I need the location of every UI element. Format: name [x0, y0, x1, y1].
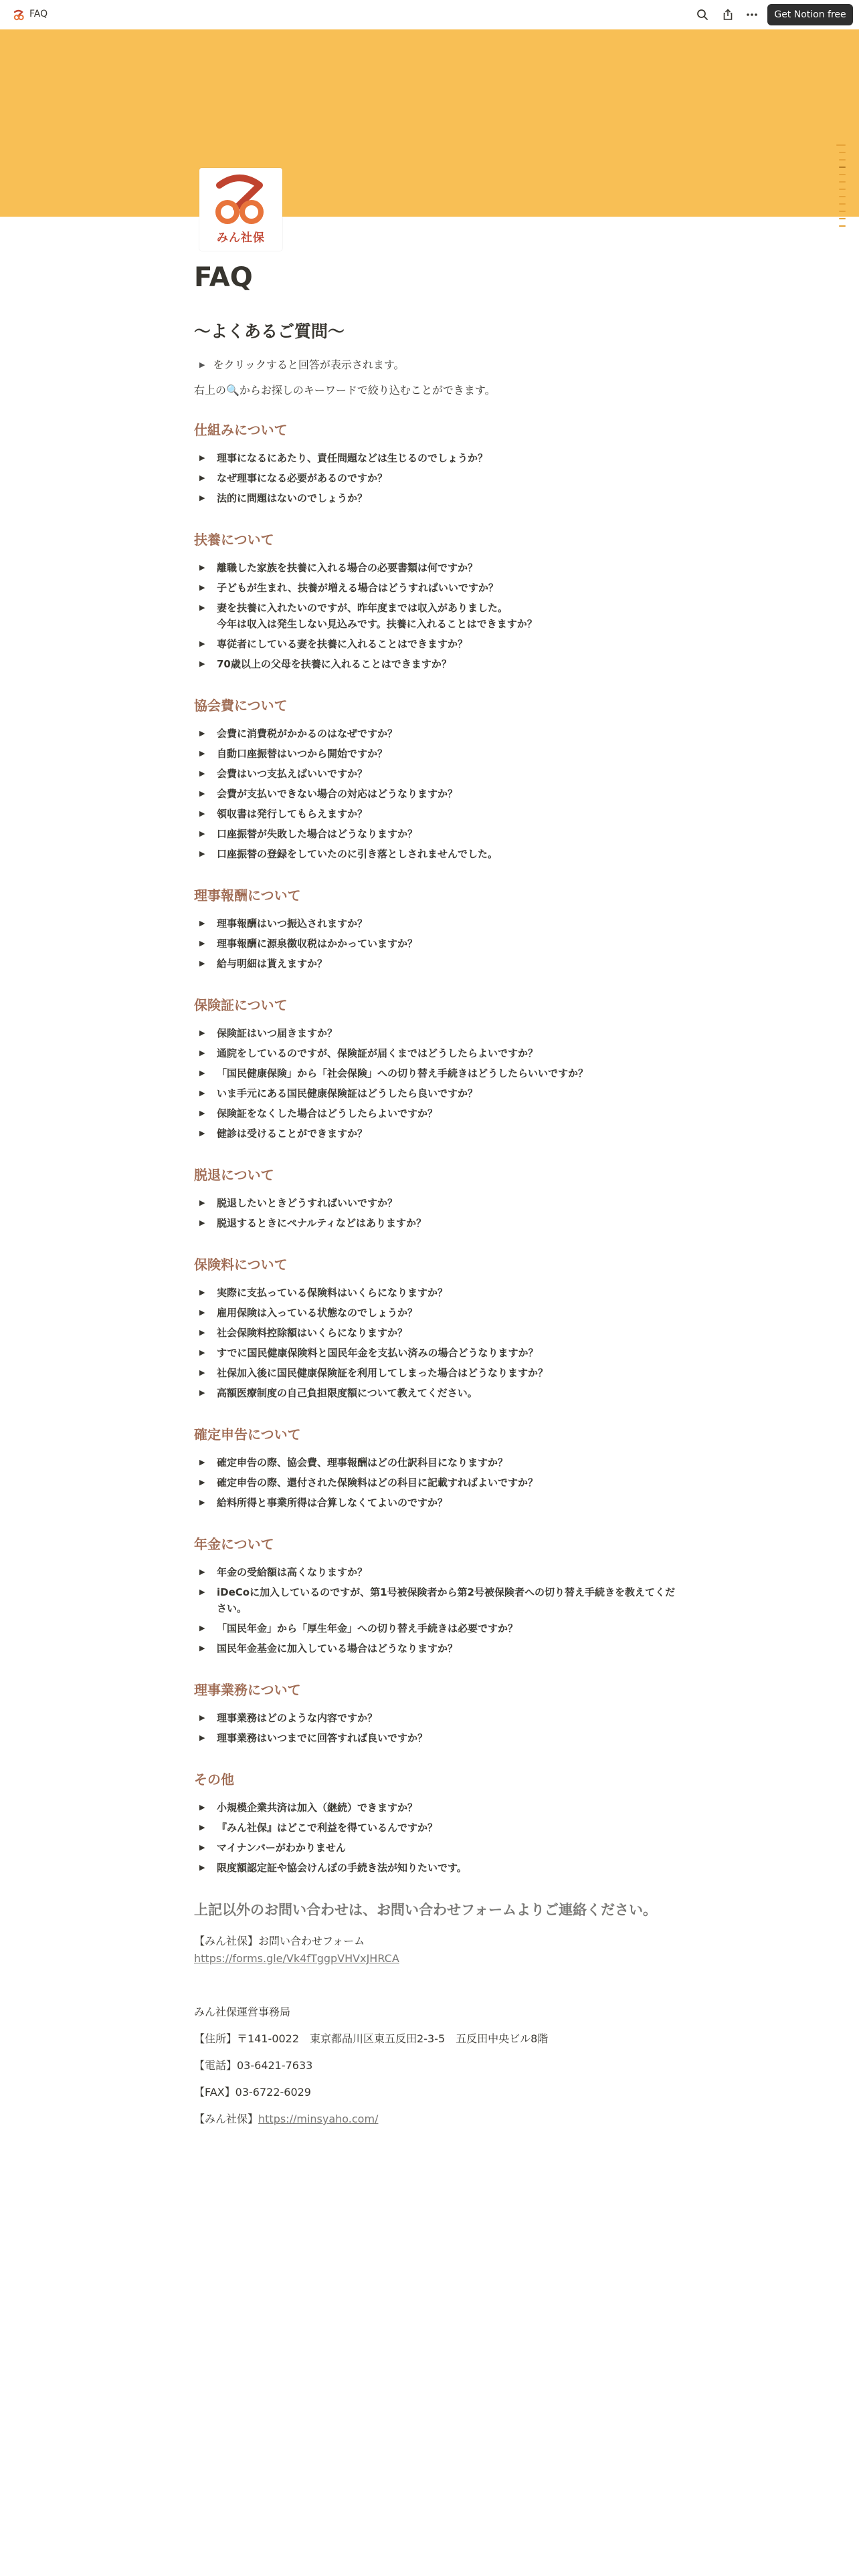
faq-toggle-item[interactable]: [194, 784, 676, 804]
search-note: 右上の🔍からお探しのキーワードで絞り込むことができます。: [194, 384, 496, 397]
faq-question: 脱退するときにペナルティなどはありますか？: [217, 1217, 427, 1229]
faq-toggle-item[interactable]: [194, 1582, 676, 1618]
faq-section: [194, 695, 676, 864]
faq-question: 限度額認定証や協会けんぽの手続き法が知りたいです。: [217, 1862, 467, 1874]
faq-question: 専従者にしている妻を扶養に入れることはできますか？: [217, 638, 468, 650]
hint-text: をクリックすると回答が表示されます。: [213, 358, 405, 371]
faq-section: [194, 1769, 676, 1878]
faq-heading: 〜よくあるご質問〜: [194, 322, 345, 341]
toggle-triangle-icon[interactable]: ▶: [199, 603, 205, 612]
toggle-triangle-icon[interactable]: ▶: [199, 1458, 205, 1467]
faq-toggle-item[interactable]: [194, 1562, 676, 1582]
faq-toggle-item[interactable]: [194, 1343, 676, 1363]
faq-toggle-item[interactable]: [194, 1838, 676, 1858]
section-heading: 保険料について: [194, 1257, 288, 1273]
toggle-triangle-icon[interactable]: ▶: [199, 1568, 205, 1576]
contact-form-block: [194, 1933, 676, 1967]
faq-toggle-item[interactable]: [194, 1638, 676, 1658]
section-heading: 理事業務について: [194, 1682, 301, 1698]
toggle-triangle-icon[interactable]: ▶: [199, 1713, 205, 1722]
faq-toggle-item[interactable]: [194, 1043, 676, 1063]
faq-toggle-item[interactable]: [194, 654, 676, 674]
faq-toggle-item[interactable]: [194, 1363, 676, 1383]
toggle-triangle-icon[interactable]: ▶: [199, 1109, 205, 1117]
toggle-triangle-icon[interactable]: ▶: [199, 1218, 205, 1227]
faq-question: 雇用保険は入っている状態なのでしょうか？: [217, 1307, 418, 1319]
faq-question: 理事報酬に源泉徴収税はかかっていますか？: [217, 938, 418, 950]
toggle-triangle-icon[interactable]: ▶: [199, 1288, 205, 1297]
toggle-triangle-icon[interactable]: ▶: [199, 1089, 205, 1097]
toggle-triangle-icon[interactable]: ▶: [199, 583, 205, 592]
faq-question: 通院をしているのですが、保険証が届くまではどうしたらよいですか？: [217, 1047, 539, 1059]
faq-question: 子どもが生まれ、扶養が増える場合はどうすればいいですか？: [217, 582, 498, 594]
faq-question: 確定申告の際、協会費、理事報酬はどの仕訳科目になりますか？: [217, 1457, 508, 1469]
faq-question: 理事報酬はいつ振込されますか？: [217, 918, 368, 930]
toggle-triangle-icon[interactable]: ▶: [199, 639, 205, 648]
faq-toggle-item[interactable]: [194, 1213, 676, 1233]
minsyaho-logo-icon: [199, 168, 282, 228]
section-heading: 理事報酬について: [194, 887, 301, 903]
toggle-triangle-icon[interactable]: ▶: [199, 1644, 205, 1652]
faq-toggle-item[interactable]: [194, 1303, 676, 1323]
faq-section: [194, 420, 676, 508]
share-icon[interactable]: [720, 7, 736, 23]
faq-section: [194, 885, 676, 974]
faq-toggle-item[interactable]: [194, 1083, 676, 1103]
faq-question: 口座振替の登録をしていたのに引き落としされませんでした。: [217, 848, 498, 860]
faq-toggle-item[interactable]: [194, 1123, 676, 1144]
toggle-triangle-icon[interactable]: ▶: [199, 789, 205, 798]
contact-heading: 上記以外のお問い合わせは、お問い合わせフォームよりご連絡ください。: [194, 1902, 657, 1918]
faq-question: 自動口座振替はいつから開始ですか？: [217, 748, 388, 760]
faq-section: [194, 1165, 676, 1233]
faq-toggle-item[interactable]: [194, 1858, 676, 1878]
faq-question: 70歳以上の父母を扶養に入れることはできますか？: [217, 658, 452, 670]
toggle-triangle-icon[interactable]: ▶: [199, 1049, 205, 1057]
faq-question: 会費はいつ支払えばいいですか？: [217, 768, 368, 780]
top-bar: [0, 0, 859, 29]
toggle-triangle-icon[interactable]: ▶: [199, 769, 205, 778]
toggle-triangle-icon[interactable]: ▶: [199, 1348, 205, 1357]
page-logo: [199, 168, 282, 251]
faq-toggle-item[interactable]: [194, 934, 676, 954]
faq-section: [194, 995, 676, 1144]
more-icon[interactable]: [744, 7, 760, 23]
faq-question: 理事業務はどのような内容ですか？: [217, 1712, 378, 1724]
table-of-contents-minimap[interactable]: [836, 144, 846, 233]
faq-toggle-item[interactable]: [194, 1453, 676, 1473]
toggle-triangle-icon[interactable]: ▶: [199, 1498, 205, 1507]
toggle-triangle-icon[interactable]: ▶: [199, 453, 205, 462]
section-heading: 年金について: [194, 1536, 274, 1552]
toggle-triangle-icon[interactable]: ▶: [199, 659, 205, 668]
faq-question: なぜ理事になる必要があるのですか？: [217, 472, 388, 484]
toggle-triangle-icon[interactable]: ▶: [199, 749, 205, 758]
faq-toggle-item[interactable]: [194, 1473, 676, 1493]
faq-toggle-item[interactable]: [194, 598, 676, 634]
faq-question: 会費に消費税がかかるのはなぜですか？: [217, 728, 398, 740]
toggle-triangle-icon[interactable]: ▶: [199, 729, 205, 738]
faq-question: 会費が支払いできない場合の対応はどうなりますか？: [217, 788, 458, 800]
faq-question: 脱退したいときどうすればいいですか？: [217, 1197, 398, 1209]
faq-question: 社会保険料控除額はいくらになりますか？: [217, 1327, 408, 1339]
faq-toggle-item[interactable]: [194, 914, 676, 934]
section-heading: その他: [194, 1772, 234, 1788]
faq-toggle-item[interactable]: [194, 744, 676, 764]
faq-question: 領収書は発行してもらえますか？: [217, 808, 368, 820]
office-fax: 【FAX】03-6722-6029: [194, 2086, 311, 2099]
toggle-triangle-icon[interactable]: ▶: [199, 849, 205, 858]
faq-toggle-item[interactable]: [194, 1728, 676, 1748]
faq-question: 給料所得と事業所得は合算しなくてよいのですか？: [217, 1497, 448, 1509]
faq-question: 保険証はいつ届きますか？: [217, 1027, 338, 1039]
faq-toggle-item[interactable]: [194, 558, 676, 578]
faq-toggle-item[interactable]: [194, 1103, 676, 1123]
toggle-triangle-icon[interactable]: ▶: [199, 1328, 205, 1337]
section-heading: 仕組みについて: [194, 422, 288, 438]
faq-question: 理事になるにあたり、責任問題などは生じるのでしょうか？: [217, 452, 488, 464]
faq-section: [194, 1680, 676, 1748]
faq-question: 年金の受給額は高くなりますか？: [217, 1566, 368, 1578]
faq-toggle-item[interactable]: [194, 764, 676, 784]
faq-toggle-item[interactable]: [194, 1063, 676, 1083]
faq-section: [194, 1534, 676, 1658]
faq-question: 高額医療制度の自己負担限度額について教えてください。: [217, 1387, 478, 1399]
toggle-triangle-icon[interactable]: ▶: [199, 939, 205, 948]
toggle-triangle-icon[interactable]: ▶: [199, 494, 205, 502]
faq-toggle-item[interactable]: [194, 448, 676, 468]
faq-toggle-item[interactable]: [194, 1818, 676, 1838]
toggle-triangle-icon[interactable]: ▶: [199, 919, 205, 928]
faq-question: 「国民年金」から「厚生年金」への切り替え手続きは必要ですか？: [217, 1622, 518, 1634]
faq-toggle-item[interactable]: [194, 578, 676, 598]
site-label: 【みん社保】: [194, 2113, 259, 2125]
toggle-triangle-icon[interactable]: ▶: [199, 1588, 205, 1596]
faq-toggle-item[interactable]: [194, 1323, 676, 1343]
section-heading: 扶養について: [194, 532, 274, 548]
faq-question: 理事業務はいつまでに回答すれば良いですか？: [217, 1732, 428, 1744]
toggle-triangle-icon[interactable]: ▶: [199, 1069, 205, 1077]
section-heading: 脱退について: [194, 1167, 274, 1183]
faq-question: 口座振替が失敗した場合はどうなりますか？: [217, 828, 418, 840]
faq-toggle-item[interactable]: [194, 488, 676, 508]
search-icon[interactable]: [694, 7, 710, 23]
toggle-triangle-icon[interactable]: ▶: [199, 1308, 205, 1317]
cover-image: [0, 29, 859, 217]
toggle-triangle-icon[interactable]: ▶: [199, 829, 205, 838]
faq-question: すでに国民健康保険料と国民年金を支払い済みの場合どうなりますか？: [217, 1347, 539, 1359]
office-phone: 【電話】03-6421-7633: [194, 2059, 313, 2072]
section-heading: 保険証について: [194, 997, 288, 1013]
toggle-triangle-icon[interactable]: ▶: [199, 563, 205, 572]
faq-section: [194, 530, 676, 674]
faq-question: 小規模企業共済は加入（継続）できますか？: [217, 1802, 418, 1814]
office-name: みん社保運営事務局: [194, 2006, 291, 2018]
toggle-triangle-icon[interactable]: ▶: [199, 959, 205, 968]
faq-question: 実際に支払っている保険料はいくらになりますか？: [217, 1287, 448, 1299]
faq-question: 国民年金基金に加入している場合はどうなりますか？: [217, 1642, 458, 1654]
faq-question: 社保加入後に国民健康保険証を利用してしまった場合はどうなりますか？: [217, 1367, 549, 1379]
office-site: [194, 2111, 676, 2128]
faq-toggle-item[interactable]: [194, 634, 676, 654]
toggle-triangle-icon[interactable]: ▶: [199, 1129, 205, 1138]
toggle-triangle-icon[interactable]: ▶: [199, 1863, 205, 1872]
faq-question: iDeCoに加入しているのですが、第1号被保険者から第2号被保険者への切り替え手続きを教えてください。: [217, 1586, 675, 1614]
page-icon[interactable]: [12, 8, 25, 21]
toggle-triangle-icon: ▶: [199, 360, 205, 369]
faq-toggle-item[interactable]: [194, 724, 676, 744]
section-heading: 確定申告について: [194, 1426, 301, 1442]
toggle-triangle-icon[interactable]: ▶: [199, 1198, 205, 1207]
faq-question: 『みん社保』はどこで利益を得ているんですか？: [217, 1822, 438, 1834]
toggle-triangle-icon[interactable]: ▶: [199, 1823, 205, 1832]
logo-text: みん社保: [217, 231, 265, 245]
toggle-triangle-icon[interactable]: ▶: [199, 809, 205, 818]
faq-toggle-item[interactable]: [194, 1618, 676, 1638]
faq-question: 健診は受けることができますか？: [217, 1128, 368, 1140]
faq-toggle-item[interactable]: [194, 1798, 676, 1818]
toggle-triangle-icon[interactable]: ▶: [199, 1843, 205, 1852]
faq-toggle-item[interactable]: [194, 1193, 676, 1213]
faq-question: 保険証をなくした場合はどうしたらよいですか？: [217, 1107, 438, 1119]
faq-toggle-item[interactable]: [194, 468, 676, 488]
faq-toggle-item[interactable]: [194, 1493, 676, 1513]
faq-toggle-item[interactable]: [194, 1383, 676, 1403]
faq-toggle-item[interactable]: [194, 824, 676, 844]
toggle-triangle-icon[interactable]: ▶: [199, 1388, 205, 1397]
page-title: FAQ: [194, 262, 253, 293]
faq-question: いま手元にある国民健康保険証はどうしたら良いですか？: [217, 1087, 478, 1099]
toggle-triangle-icon[interactable]: ▶: [199, 1029, 205, 1037]
faq-section: [194, 1424, 676, 1513]
toggle-triangle-icon[interactable]: ▶: [199, 1803, 205, 1812]
faq-toggle-item[interactable]: [194, 1708, 676, 1728]
faq-question: 「国民健康保険」から「社会保険」への切り替え手続きはどうしたらいいですか？: [217, 1067, 589, 1079]
faq-toggle-item[interactable]: [194, 1283, 676, 1303]
office-address: 【住所】〒141-0022 東京都品川区東五反田2-3-5 五反田中央ビル8階: [194, 2032, 549, 2045]
faq-question: 法的に問題はないのでしょうか？: [217, 492, 368, 504]
toggle-triangle-icon[interactable]: ▶: [199, 1733, 205, 1742]
toggle-hint: [194, 356, 676, 374]
faq-sections: [194, 420, 676, 1878]
faq-question: 妻を扶養に入れたいのですが、昨年度までは収入がありました。 今年は収入は発生しない見込みです。扶養に入れることはできますか？: [217, 602, 537, 630]
faq-toggle-item[interactable]: [194, 1023, 676, 1043]
toggle-triangle-icon[interactable]: ▶: [199, 1624, 205, 1632]
faq-question: マイナンバーがわかりません: [217, 1842, 346, 1854]
faq-section: [194, 1255, 676, 1403]
faq-question: 給与明細は貰えますか？: [217, 958, 328, 970]
faq-question: 離職した家族を扶養に入れる場合の必要書類は何ですか？: [217, 562, 478, 574]
section-heading: 協会費について: [194, 697, 288, 714]
toggle-triangle-icon[interactable]: ▶: [199, 1368, 205, 1377]
site-link[interactable]: https://minsyaho.com/: [258, 2113, 379, 2125]
toggle-triangle-icon[interactable]: ▶: [199, 1478, 205, 1487]
faq-question: 確定申告の際、還付された保険料はどの科目に記載すればよいですか？: [217, 1477, 539, 1489]
contact-form-link[interactable]: https://forms.gle/Vk4fTggpVHVxJHRCA: [194, 1952, 399, 1965]
faq-toggle-item[interactable]: [194, 844, 676, 864]
get-notion-free-button[interactable]: Get Notion free: [767, 4, 853, 25]
contact-form-label: 【みん社保】お問い合わせフォーム: [194, 1935, 365, 1947]
faq-toggle-item[interactable]: [194, 804, 676, 824]
toggle-triangle-icon[interactable]: ▶: [199, 473, 205, 482]
page-content: [194, 261, 676, 2137]
faq-toggle-item[interactable]: [194, 954, 676, 974]
topbar-title[interactable]: FAQ: [29, 9, 48, 19]
